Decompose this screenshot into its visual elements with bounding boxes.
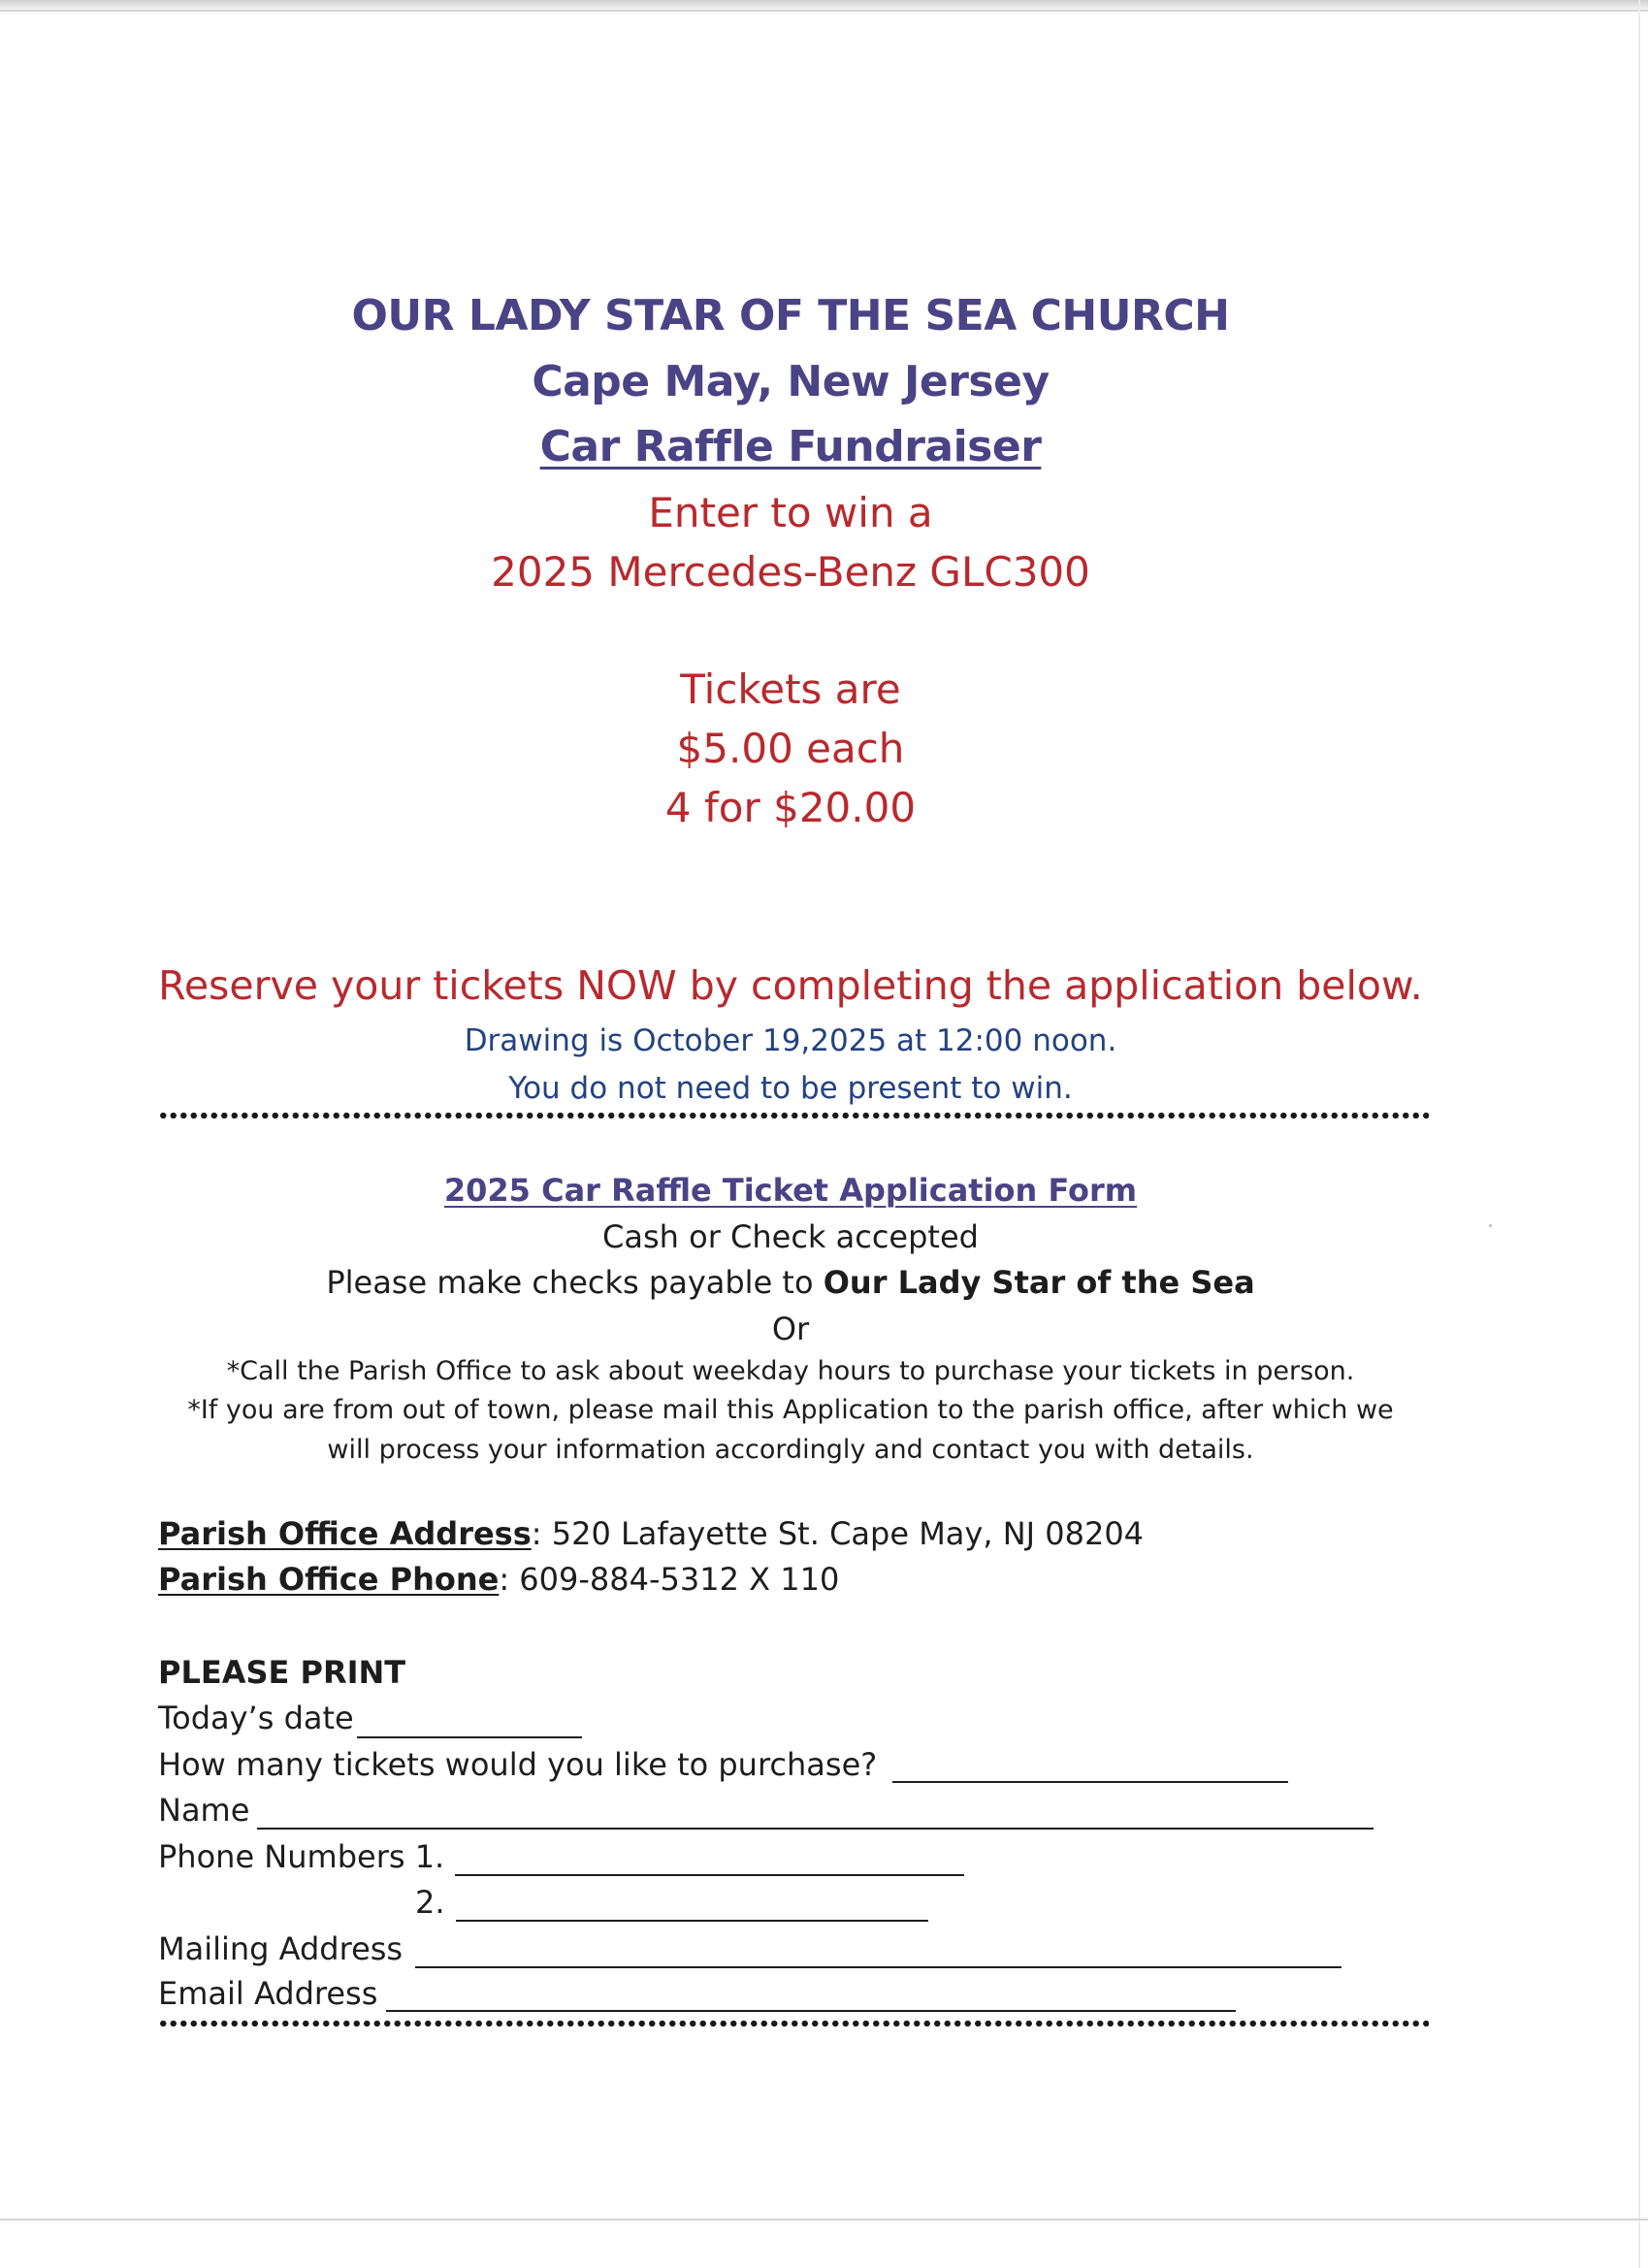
scan-bottom-edge <box>0 2219 1648 2220</box>
mailing-address-label: Mailing Address <box>158 1930 404 1967</box>
cut-line-bottom <box>158 2020 1429 2027</box>
church-location: Cape May, New Jersey <box>532 357 1050 406</box>
email-address-blank[interactable] <box>386 2010 1236 2012</box>
note-mail-line-1: *If you are from out of town, please mail this Application to the parish office, after which we <box>187 1395 1394 1425</box>
prize-line-2: 2025 Mercedes-Benz GLC300 <box>491 548 1090 596</box>
drawing-date: Drawing is October 19,2025 at 12:00 noon. <box>464 1023 1117 1058</box>
parish-phone-value: : 609-884-5312 X 110 <box>499 1561 840 1598</box>
event-title-text: Car Raffle Fundraiser <box>539 422 1042 471</box>
phone-1-blank[interactable] <box>455 1874 964 1876</box>
please-print-heading: PLEASE PRINT <box>158 1654 406 1691</box>
ticket-count-blank[interactable] <box>892 1781 1288 1783</box>
scan-top-edge <box>0 10 1648 12</box>
payable-instruction <box>0 1264 1581 1301</box>
scan-right-edge <box>1638 0 1640 2268</box>
form-title-text: 2025 Car Raffle Ticket Application Form <box>443 1172 1138 1209</box>
note-call-office: *Call the Parish Office to ask about weekday hours to purchase your tickets in person. <box>226 1356 1355 1386</box>
date-label: Today’s date <box>158 1700 354 1736</box>
presence-note: You do not need to be present to win. <box>508 1071 1073 1106</box>
tickets-line-1: Tickets are <box>680 665 901 713</box>
parish-phone <box>158 1561 839 1598</box>
parish-phone-label: Parish Office Phone <box>158 1561 500 1598</box>
phone-2-blank[interactable] <box>456 1920 928 1922</box>
email-address-label: Email Address <box>158 1975 378 2012</box>
or-separator: Or <box>771 1311 810 1347</box>
payment-methods: Cash or Check accepted <box>602 1218 979 1255</box>
phone-2-label: 2. <box>415 1884 445 1921</box>
name-label: Name <box>158 1792 250 1829</box>
mailing-address-blank[interactable] <box>415 1966 1341 1968</box>
tickets-price-single: $5.00 each <box>676 725 905 772</box>
parish-address-value: : 520 Lafayette St. Cape May, NJ 08204 <box>531 1515 1145 1552</box>
ticket-count-label: How many tickets would you like to purchase? <box>158 1746 878 1783</box>
event-title <box>0 422 1581 471</box>
parish-address <box>158 1515 1144 1552</box>
payable-name: Our Lady Star of the Sea <box>823 1264 1255 1301</box>
note-mail-line-2: will process your information accordingly and contact you with details. <box>327 1435 1254 1465</box>
tickets-price-bundle: 4 for $20.00 <box>664 784 917 831</box>
parish-address-label: Parish Office Address <box>158 1515 532 1552</box>
name-blank[interactable] <box>257 1828 1373 1830</box>
date-blank[interactable] <box>357 1736 582 1738</box>
payable-prefix: Please make checks payable to <box>326 1264 824 1301</box>
phone-1-label: Phone Numbers 1. <box>158 1838 445 1875</box>
reserve-callout: Reserve your tickets NOW by completing the application below. <box>158 962 1423 1009</box>
church-name: OUR LADY STAR OF THE SEA CHURCH <box>351 291 1230 340</box>
cut-line-top <box>158 1112 1429 1119</box>
prize-line-1: Enter to win a <box>648 489 933 536</box>
form-title <box>0 1172 1581 1209</box>
